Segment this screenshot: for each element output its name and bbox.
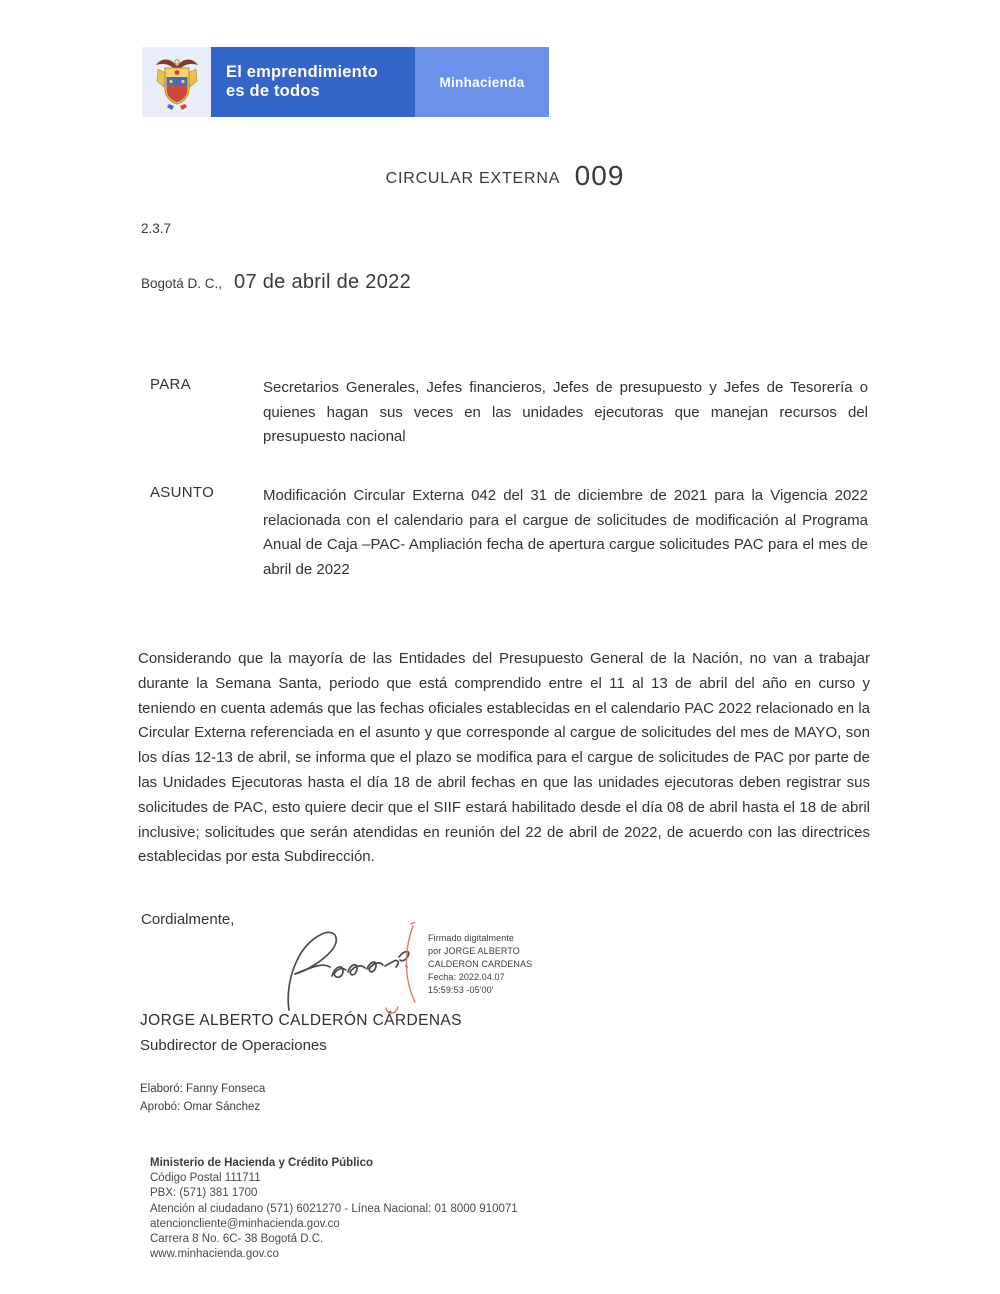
signer-role: Subdirector de Operaciones bbox=[140, 1037, 327, 1054]
stamp-line: 15:59:53 -05'00' bbox=[428, 985, 494, 995]
document-title bbox=[140, 160, 870, 192]
document-credits bbox=[140, 1081, 265, 1116]
body-paragraph: Considerando que la mayoría de las Entidades del Presupuesto General de la Nación, no van a trabajar durante la Semana Santa, periodo que está comprendido entre el 11 al 13 de abril del año en curso y teniendo en cuenta además que las fechas oficiales establecidas en el calendario PAC 2022 relacionado en la Circular Externa referenciada en el asunto y que corresponde al cargue de solicitudes del mes de MAYO, son los días 12-13 de abril, se informa que el plazo se modifica para el cargue de solicitudes de PAC por parte de las Unidades Ejecutoras hasta el día 18 de abril fechas en que las unidades ejecutoras deben registrar sus solicitudes de PAC, esto quiere decir que el SIIF estará habilitado desde el día 08 de abril hasta el 18 de abril inclusive; solicitudes que serán atendidas en reunión del 22 de abril de 2022, de acuerdo con las directrices establecidas por esta Subdirección. bbox=[138, 650, 870, 866]
handwritten-signature-icon bbox=[282, 922, 427, 1017]
signature-area bbox=[282, 920, 562, 1020]
ministry-footer bbox=[150, 1156, 518, 1262]
closing-salutation: Cordialmente, bbox=[141, 911, 235, 928]
credit-aprobo: Aprobó: Omar Sánchez bbox=[140, 1100, 261, 1113]
field-asunto bbox=[150, 484, 868, 582]
footer-phone-lines: Atención al ciudadano (571) 6021270 - Línea Nacional: 01 8000 910071 bbox=[150, 1202, 518, 1215]
stamp-line: Firmado digitalmente bbox=[428, 933, 515, 943]
dateline-city: Bogotá D. C., bbox=[141, 276, 223, 291]
stamp-line: CALDERON CARDENAS bbox=[428, 959, 533, 969]
minhacienda-logo bbox=[142, 47, 549, 117]
slogan-line-1: El emprendimiento bbox=[226, 63, 378, 81]
footer-website: www.minhacienda.gov.co bbox=[150, 1248, 279, 1261]
digital-signature-stamp bbox=[428, 932, 532, 997]
circular-number: 009 bbox=[574, 160, 625, 191]
field-para-label: PARA bbox=[150, 376, 191, 393]
colombia-coat-of-arms-icon bbox=[142, 47, 211, 117]
footer-address: Carrera 8 No. 6C- 38 Bogotá D.C. bbox=[150, 1233, 324, 1246]
field-asunto-label: ASUNTO bbox=[150, 484, 215, 501]
brand-label: Minhacienda bbox=[439, 74, 525, 90]
footer-org-name: Ministerio de Hacienda y Crédito Público bbox=[150, 1157, 374, 1169]
field-para-text: Secretarios Generales, Jefes financieros, Jefes de presupuesto y Jefes de Tesorería o quienes hagan sus veces en las unidades ejecutoras que manejan recursos del presupuesto nacional bbox=[263, 379, 868, 445]
stamp-line: por JORGE ALBERTO bbox=[428, 946, 520, 956]
government-slogan bbox=[211, 47, 415, 117]
dateline-date: 07 de abril de 2022 bbox=[234, 271, 411, 293]
field-asunto-text: Modificación Circular Externa 042 del 31 de diciembre de 2021 para la Vigencia 2022 relacionada con el calendario para el cargue de solicitudes de modificación al Programa Anual de Caja –PAC- Ampliación fecha de apertura cargue solicitudes PAC para el mes de abril de 2022 bbox=[263, 487, 868, 578]
credit-elaboro: Elaboró: Fanny Fonseca bbox=[140, 1083, 266, 1095]
stamp-line: Fecha: 2022.04.07 bbox=[428, 972, 505, 982]
slogan-line-2: es de todos bbox=[226, 82, 320, 100]
title-label: CIRCULAR EXTERNA bbox=[385, 170, 561, 187]
footer-postal-code: Código Postal 111711 bbox=[150, 1172, 261, 1185]
field-para bbox=[150, 376, 868, 450]
footer-email: atencioncliente@minhacienda.gov.co bbox=[150, 1217, 340, 1230]
footer-pbx: PBX: (571) 381 1700 bbox=[150, 1187, 258, 1200]
coat-of-arms-svg bbox=[154, 53, 200, 111]
signer-name: JORGE ALBERTO CALDERÓN CÁRDENAS bbox=[140, 1012, 462, 1029]
minhacienda-wordmark bbox=[415, 47, 549, 117]
dateline bbox=[141, 271, 411, 294]
reference-code: 2.3.7 bbox=[141, 221, 172, 236]
